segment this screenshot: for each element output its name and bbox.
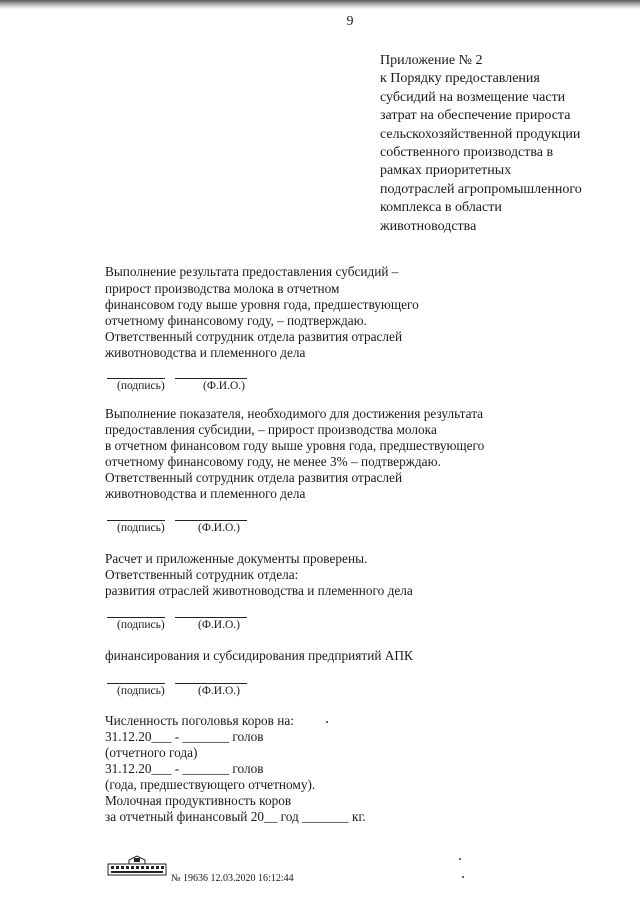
block2-line: отчетному финансовому году, не менее 3% – подтверждаю. [105,454,441,469]
appendix-line: субсидий на возмещение части [380,89,566,105]
block5-line: 31.12.20___ - _______ голов [105,761,264,776]
registration-stamp: № 19636 12.03.2020 16:12:44 [171,873,294,884]
signature-caption: (подпись) [117,380,165,392]
appendix-line: Приложение № 2 [380,53,483,68]
government-stamp-logo [107,855,167,876]
block1-line: Выполнение результата предоставления субсидий – [105,264,399,279]
name-caption: (Ф.И.О.) [198,522,240,534]
page-number: 9 [346,14,354,29]
appendix-line: животноводства [380,218,477,234]
appendix-heading [380,52,630,236]
scan-top-edge [0,0,640,9]
block5-line: (отчетного года) [105,745,198,760]
scan-speck [459,858,461,860]
appendix-line: подотраслей агропромышленного [380,181,582,197]
block5-line: 31.12.20___ - _______ голов [105,729,264,744]
block1-line: животноводства и племенного дела [105,345,306,360]
appendix-line: к Порядку предоставления [380,71,540,87]
block5-line: Молочная продуктивность коров [105,793,292,808]
appendix-line: рамках приоритетных [380,163,512,179]
scan-speck [462,876,464,878]
block3-line: Ответственный сотрудник отдела: [105,567,299,582]
block2-line: Ответственный сотрудник отдела развития отраслей [105,470,403,485]
name-line [175,683,247,684]
signature-line [107,617,165,618]
block1-line: финансовом году выше уровня года, предшествующего [105,297,419,312]
block2-line: животноводства и племенного дела [105,486,306,501]
block5-line: (года, предшествующего отчетному). [105,777,316,792]
signature-caption: (подпись) [117,685,165,697]
block4-line: финансирования и субсидирования предприятий АПК [105,648,413,663]
appendix-line: сельскохозяйственной продукции [380,126,581,142]
block5-line: Численность поголовья коров на: [105,713,294,728]
appendix-line: собственного производства в [380,145,554,161]
appendix-line: затрат на обеспечение прироста [380,108,571,124]
name-line [175,520,247,521]
signature-line [107,378,165,379]
signature-line [107,683,165,684]
block1-line: прирост производства молока в отчетном [105,281,340,296]
name-caption: (Ф.И.О.) [203,380,245,392]
name-line [175,617,247,618]
name-line [175,378,247,379]
block5-line: за отчетный финансовый 20__ год _______ кг. [105,809,366,824]
block2-line: предоставления субсидии, – прирост производства молока [105,422,437,437]
block1-line: Ответственный сотрудник отдела развития отраслей [105,329,403,344]
block1-line: отчетному финансовому году, – подтверждаю. [105,313,367,328]
appendix-line: комплекса в области [380,200,502,216]
signature-caption: (подпись) [117,619,165,631]
signature-line [107,520,165,521]
name-caption: (Ф.И.О.) [198,685,240,697]
block2-line: в отчетном финансовом году выше уровня года, предшествующего [105,438,485,453]
block3-line: развития отраслей животноводства и племенного дела [105,583,413,598]
block2-line: Выполнение показателя, необходимого для достижения результата [105,406,484,421]
signature-caption: (подпись) [117,522,165,534]
scan-speck [326,721,328,723]
block3-line: Расчет и приложенные документы проверены. [105,551,368,566]
name-caption: (Ф.И.О.) [198,619,240,631]
